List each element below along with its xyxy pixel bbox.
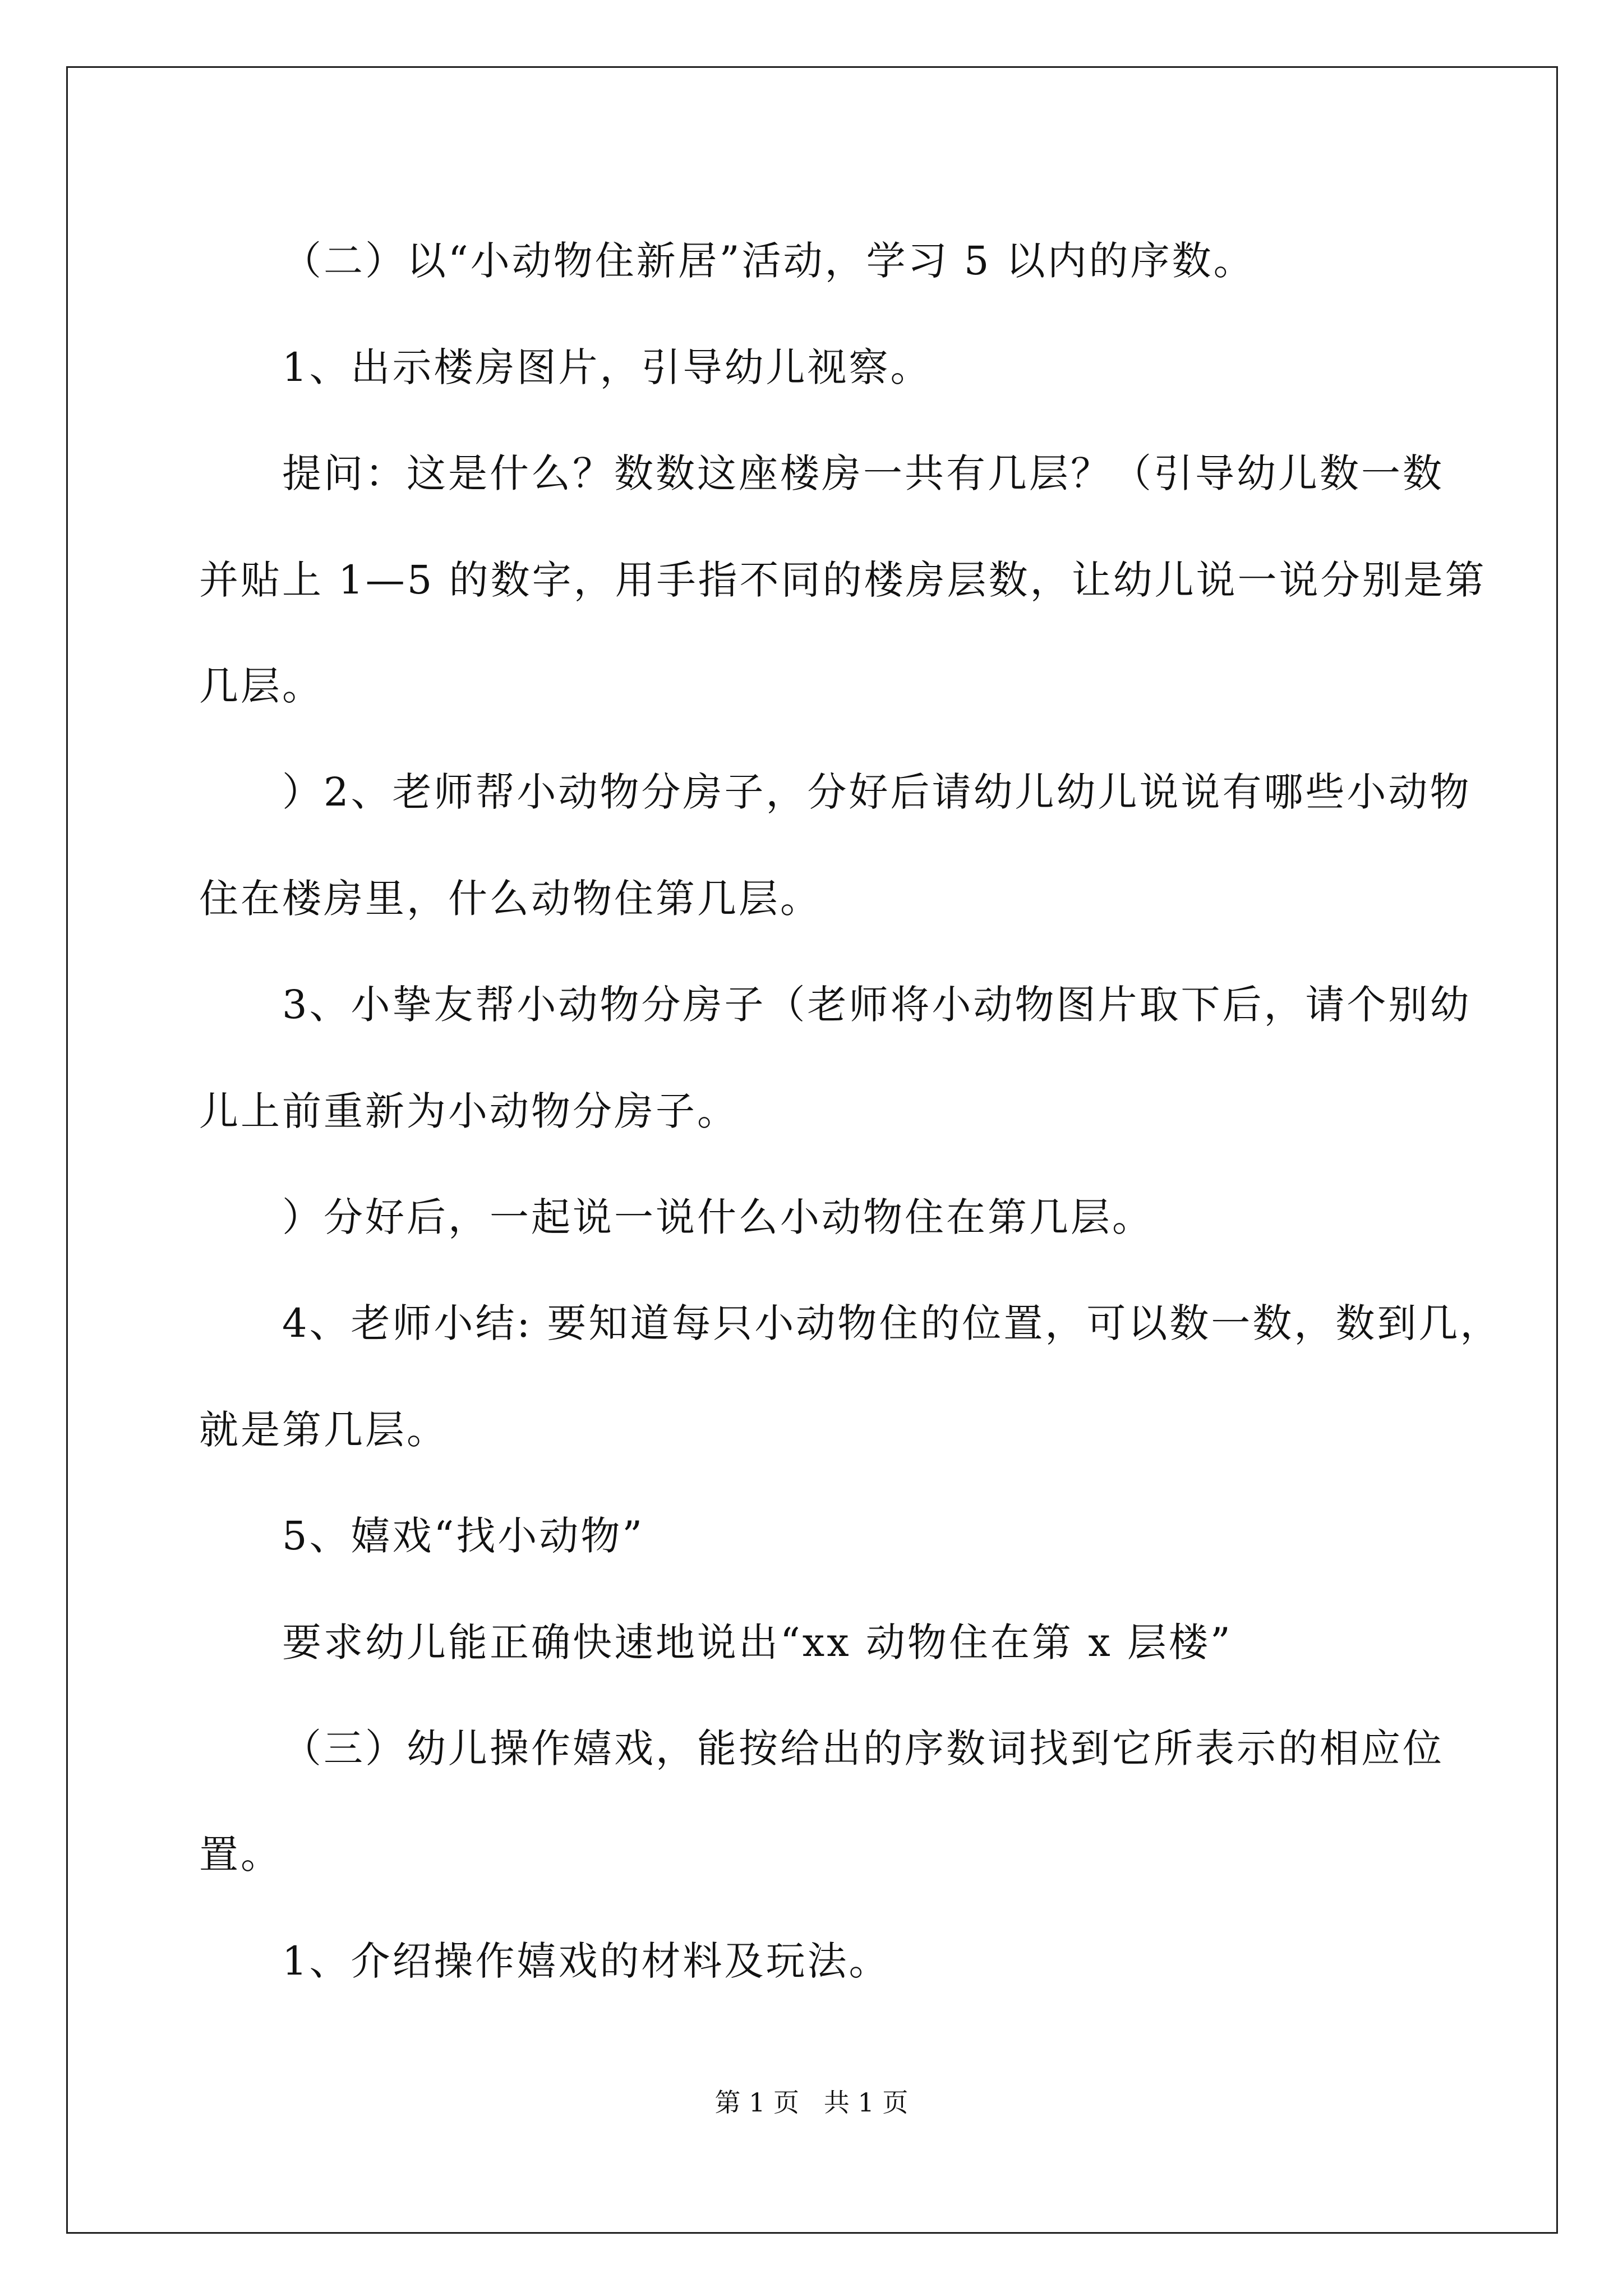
paragraph-line: 并贴上 1—5 的数字，用手指不同的楼房层数，让幼儿说一说分别是第 (199, 557, 1487, 603)
paragraph-line: 4、老师小结: 要知道每只小动物住的位置，可以数一数，数到几， (282, 1300, 1502, 1346)
paragraph-line: ）2、老师帮小动物分房子，分好后请幼儿幼儿说说有哪些小动物 (282, 769, 1472, 815)
paragraph-line: 住在楼房里，什么动物住第几层。 (199, 876, 822, 922)
paragraph-line: 儿上前重新为小动物分房子。 (199, 1088, 739, 1134)
paragraph-line: （三）幼儿操作嬉戏，能按给出的序数词找到它所表示的相应位 (282, 1726, 1444, 1772)
paragraph-line: （二）以“小动物住新居”活动，学习 5 以内的序数。 (282, 238, 1255, 284)
paragraph-line: 提问：这是什么？数数这座楼房一共有几层？（引导幼儿数一数 (282, 450, 1444, 496)
paragraph-line: 要求幼儿能正确快速地说出“xx 动物住在第 x 层楼” (282, 1619, 1233, 1665)
paragraph-line: 1、出示楼房图片，引导幼儿视察。 (282, 344, 932, 390)
paragraph-line: ）分好后，一起说一说什么小动物住在第几层。 (282, 1194, 1154, 1240)
paragraph-line: 3、小挚友帮小动物分房子（老师将小动物图片取下后，请个别幼 (282, 982, 1472, 1028)
paragraph-line: 几层。 (199, 663, 324, 709)
paragraph-line: 置。 (199, 1832, 282, 1878)
paragraph-line: 1、介绍操作嬉戏的材料及玩法。 (282, 1938, 891, 1984)
page-number-footer: 第 1 页 共 1 页 (714, 2087, 909, 2118)
paragraph-line: 就是第几层。 (199, 1407, 448, 1453)
paragraph-line: 5、嬉戏“找小动物” (282, 1513, 645, 1559)
